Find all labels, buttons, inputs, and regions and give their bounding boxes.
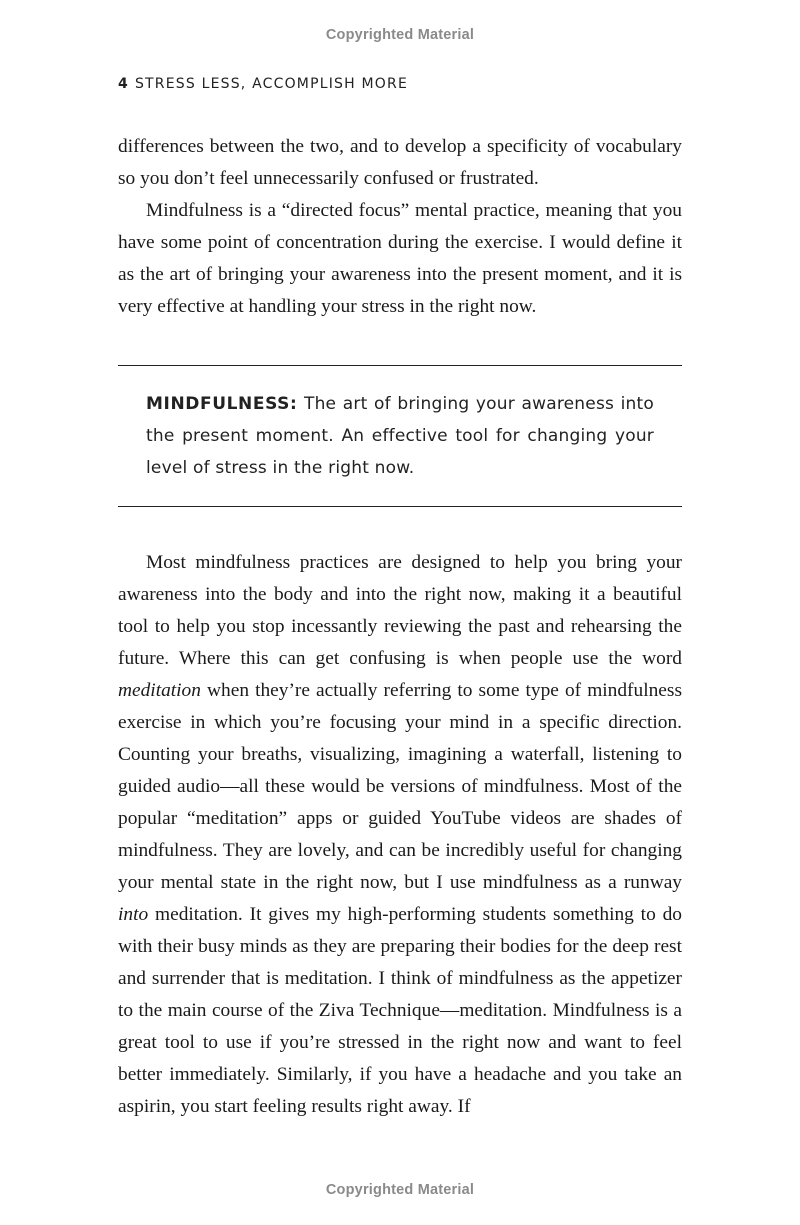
page-number: 4 [118,76,129,92]
running-head [118,76,408,92]
definition-term: MINDFULNESS: [146,394,298,414]
body-text [118,547,682,1123]
book-title: STRESS LESS, ACCOMPLISH MORE [134,76,408,92]
intro-text [118,131,682,323]
intro-paragraph-2: Mindfulness is a “directed focus” mental practice, meaning that you have some point of concentration during the exercise. I would define it as the art of bringing your awareness into the present moment, and it is very effective at handling your stress in the right now. [118,200,682,317]
body-segment-3: meditation. It gives my high-performing students something to do with their busy minds as they are preparing their bodies for the deep rest and surrender that is meditation. I think of mindfulness as the appetizer to the main course of the Ziva Technique—meditation. Mindfulness is a great tool to use if you’re stressed in the right now and want to feel better immediately. Similarly, if you have a headache and you take an aspirin, you start feeling results right away. If [118,904,682,1117]
intro-paragraph-1: differences between the two, and to develop a specificity of vocabulary so you don’t feel unnecessarily confused or frustrated. [118,136,682,189]
definition-text: The art of bringing your awareness into the present moment. An effective tool for changing your level of stress in the right now. [146,394,654,478]
copyright-watermark-bottom: Copyrighted Material [325,1182,475,1198]
body-emphasis-meditation: meditation [118,680,201,701]
body-segment-2: when they’re actually referring to some type of mindfulness exercise in which you’re focusing your mind in a specific direction. Counting your breaths, visualizing, imagining a waterfall, listening to guided audio—all these would be versions of mindfulness. Most of the popular “meditation” apps or guided YouTube videos are shades of mindfulness. They are lovely, and can be incredibly useful for changing your mental state in the right now, but I use mindfulness as a runway [118,680,682,893]
definition-box [146,388,654,484]
copyright-watermark-top: Copyrighted Material [325,27,475,43]
definition-rule-bottom [118,506,682,507]
definition-rule-top [118,365,682,366]
body-segment-1: Most mindfulness practices are designed to help you bring your awareness into the body and into the right now, making it a beautiful tool to help you stop incessantly reviewing the past and rehearsing the future. Where this can get confusing is when people use the word [118,552,682,669]
body-paragraph [118,547,682,1123]
body-emphasis-into: into [118,904,149,925]
